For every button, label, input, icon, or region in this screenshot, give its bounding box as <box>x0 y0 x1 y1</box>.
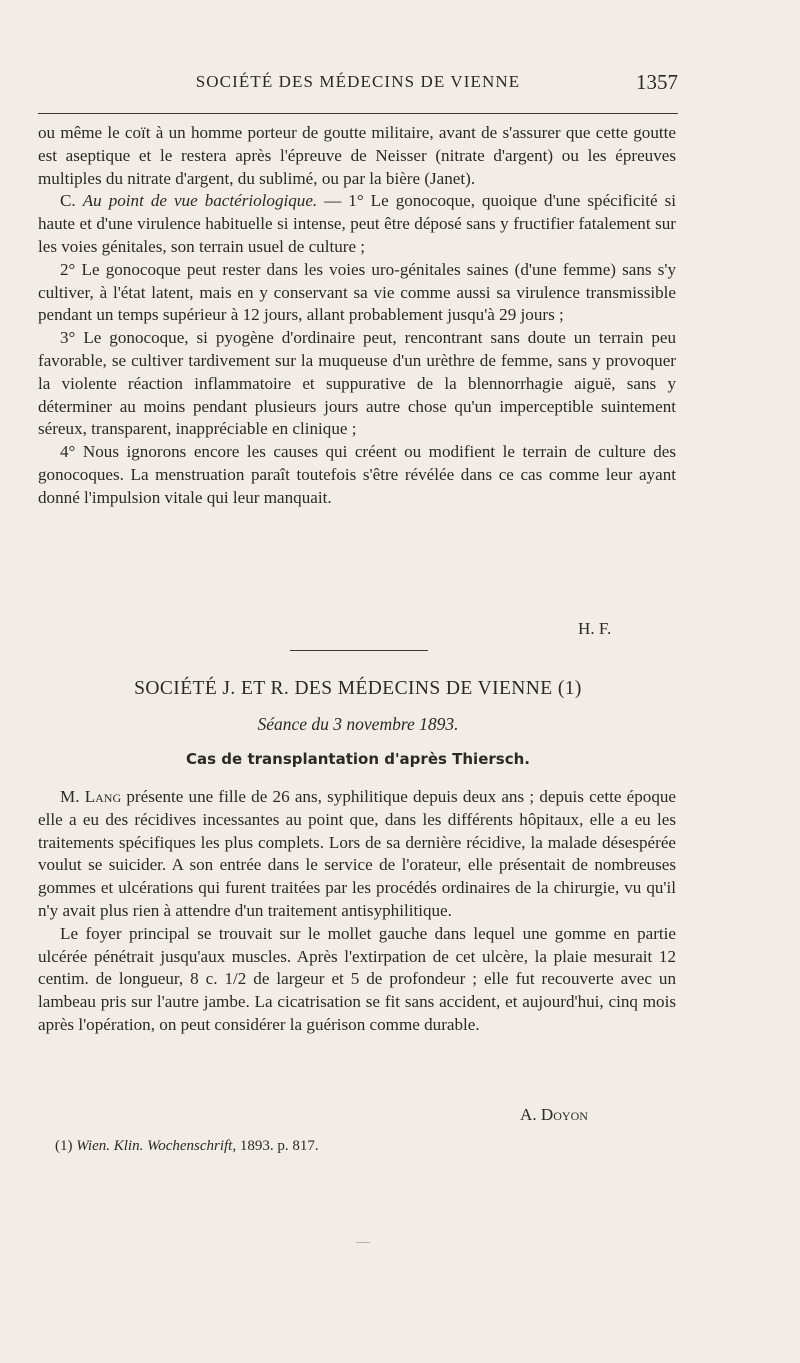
section-separator <box>290 650 428 651</box>
article1-signature: H. F. <box>578 619 612 638</box>
article2-signature <box>520 1105 588 1125</box>
page-mark <box>356 1242 370 1243</box>
p1-prefix: M. <box>60 787 85 806</box>
article1-paragraph-c <box>38 190 676 258</box>
c-label: C. <box>60 191 76 211</box>
c-heading: Au point de vue bactériologique. <box>82 191 318 211</box>
running-title: SOCIÉTÉ DES MÉDECINS DE VIENNE <box>195 72 521 91</box>
signature-name: Doyon <box>540 1105 588 1124</box>
article1-paragraph-4: 4° Nous ignorons encore les causes qui créent ou modifient le terrain de culture des gonocoques. La menstruation paraît toutefois s'être révélée dans ce cas comme leur ayant donné l'impulsion vitale qui leur manquait. <box>38 442 676 507</box>
header-rule <box>38 113 678 114</box>
footnote-source: Wien. Klin. Wochenschrift, <box>76 1138 237 1154</box>
signature-initial: A. <box>520 1105 541 1124</box>
case-title: Cas de transplantation d'après Thiersch. <box>186 750 530 768</box>
author-lang: Lang <box>84 787 122 806</box>
article2-body <box>38 786 676 1037</box>
running-head <box>38 72 678 96</box>
article1-paragraph-2: 2° Le gonocoque peut rester dans les voies uro-génitales saines (d'une femme) sans s'y cultiver, à l'état latent, mais en y conservant sa vie comme aussi sa virulence transmissible pendant un temps supérieur à 12 jours, allant probablement jusqu'à 29 jours ; <box>38 259 676 325</box>
section-title: SOCIÉTÉ J. ET R. DES MÉDECINS DE VIENNE (1) <box>134 678 582 699</box>
article2-paragraph-1 <box>38 786 676 923</box>
article1-body <box>38 122 676 510</box>
article2-paragraph-2: Le foyer principal se trouvait sur le mollet gauche dans lequel une gomme en partie ulcérée pénétrait jusqu'aux muscles. Après l'extirpation de cet ulcère, la plaie mesurait 12 centim. de longueur, 8 c. 1/2 de largeur et 5 de profondeur ; elle fut recouverte avec un lambeau pris sur l'autre jambe. La cicatrisation se fit sans accident, et aujourd'hui, cinq mois après l'opération, on peut considérer la guérison comme durable. <box>38 923 676 1034</box>
c-text: — 1° Le gonocoque, quoique d'une spécificité si haute et d'une virulence habituelle si intense, peut être déposé sans y fructifier fatalement sur les voies génitales, son terrain usuel de culture ; <box>38 191 677 256</box>
meeting-date: Séance du 3 novembre 1893. <box>257 714 459 734</box>
footnote <box>55 1138 319 1155</box>
page-number: 1357 <box>636 70 678 94</box>
footnote-marker: (1) <box>55 1138 77 1154</box>
p1-text: présente une fille de 26 ans, syphilitique depuis deux ans ; depuis cette époque elle a eu des récidives incessantes au point que, dans les différents hôpitaux, elle a eu les traitements spécifiques les plus complets. Lors de sa dernière récidive, la malade désespérée voulut se suicider. A son entrée dans le service de l'orateur, elle présentait de nombreuses gommes et ulcérations qui furent traitées par les procédés ordinaires de la chirurgie, vu qu'il n'y avait plus rien à attendre d'un traitement antisyphilitique. <box>38 787 677 920</box>
article1-paragraph-3: 3° Le gonocoque, si pyogène d'ordinaire peut, rencontrant sans doute un terrain peu favorable, se cultiver tardivement sur la muqueuse d'un urèthre de femme, sans y provoquer la violente réaction inflammatoire et suppurative de la blennorrhagie aiguë, sans y déterminer au moins pendant plusieurs jours autre chose qu'un imperceptible suintement séreux, transparent, inappréciable en clinique ; <box>38 328 676 439</box>
article1-paragraph-continuation: ou même le coït à un homme porteur de goutte militaire, avant de s'assurer que cette goutte est aseptique et le restera après l'épreuve de Neisser (nitrate d'argent) ou les épreuves multiples du nitrate d'argent, du sublimé, ou par la bière (Janet). <box>38 123 676 188</box>
footnote-details: 1893. p. 817. <box>236 1138 319 1154</box>
